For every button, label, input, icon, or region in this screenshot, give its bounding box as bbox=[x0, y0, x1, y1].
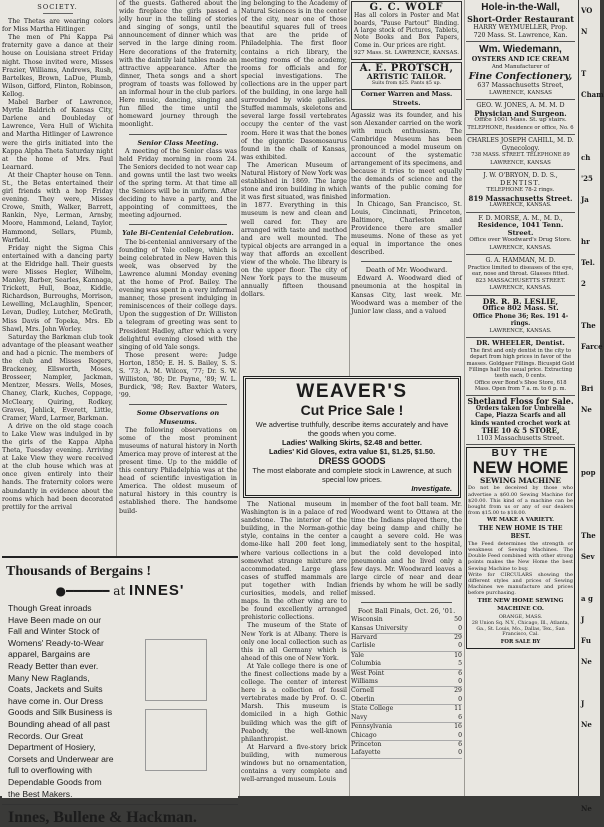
cahill-ad bbox=[466, 135, 575, 170]
society-paragraph: Mabel Barber of Lawrence, Myrtle Baldrich of Kansas City, Darlene and Doubleday of Lawrence, Vera Hull of Wichita and Martha Hitlinger of Lawrence were the girls initiated into the Kappa Alpha Theta Saturday night at the home of Mrs. Paul Learnard. bbox=[2, 99, 113, 171]
newhome-best: THE NEW HOME IS THE BEST. bbox=[478, 524, 563, 540]
wiedemann-city: LAWRENCE, KANSAS bbox=[489, 89, 552, 96]
football-team: Wisconsin bbox=[351, 616, 383, 624]
football-team: Princeton bbox=[351, 740, 382, 748]
column-museums bbox=[241, 0, 347, 372]
society-paragraph: Saturday the Barkman club took advantage of the pleasant weather and had a picnic. The members of the club and Misses Rogers, Brackeney, Ellsworth, Moses, Brosseer, Nampler, Jackman, Mentzer, Messrs. Wells, Moses, Chaney, Clark, Kuches, Coppage, McCleary, Quiring, Rodkey, Graves, Jehlick, Everett, Little, Cramer, Ward, Larmer, Barkman. bbox=[2, 333, 113, 422]
adjacent-page-fragment: The bbox=[581, 321, 596, 330]
weaver-ad bbox=[243, 376, 461, 498]
football-row bbox=[351, 634, 462, 643]
football-score: 0 bbox=[458, 624, 462, 632]
football-row bbox=[351, 678, 462, 687]
column-society bbox=[2, 0, 113, 550]
morse-city: LAWRENCE, KANSAS. bbox=[489, 244, 552, 251]
obryon-name: J. W. O'BRYON, D. D. S., bbox=[483, 172, 558, 179]
newhome-ad bbox=[466, 447, 575, 649]
wheeler-addr: Office over Bond's Shoe Store, 618 Mass. Open from 7 a. m. to 6 p. m. bbox=[474, 379, 567, 393]
wiedemann-ad bbox=[466, 42, 575, 100]
jones-name: GEO. W. JONES, A. M. M. D bbox=[476, 102, 565, 109]
football-team: Lafayette bbox=[351, 749, 381, 757]
football-row bbox=[351, 651, 462, 660]
jones-tel: TELEPHONE, Residence or office, No. 6 bbox=[467, 124, 574, 131]
article-paragraph: Agassiz was its founder, and his son Alexander carried on the work with much enthusiasm. The Cambridge Museum has been pronounced a model museum on account of the systematic arrangement of its specimens, and because it tries to meet equally the demands of science and the wants of the public coming for information. bbox=[351, 111, 462, 200]
adjacent-page-fragment bbox=[581, 105, 600, 126]
adjacent-page-fragment: Sev bbox=[581, 552, 595, 561]
column-ads-news bbox=[351, 0, 462, 372]
football-row bbox=[351, 660, 462, 669]
arrow-left-icon: ●━━━━━━ bbox=[55, 584, 110, 598]
football-heading: Foot Ball Finals, Oct. 26, '01. bbox=[357, 607, 456, 616]
adjacent-page-fragment: hr bbox=[581, 237, 590, 246]
adjacent-page-fragment: The bbox=[581, 531, 596, 540]
weaver-investigate: Investigate. bbox=[411, 484, 452, 493]
tenfive-ad bbox=[466, 396, 575, 446]
article-paragraph: member of the foot ball team. Mr. Woodward went to Ottawa at the time the Indians played there, the day being damp and chilly he caught a severe cold. He was immediately sent to the hospital, but the cold developed into pneumonia and he lived only a few days. Mr. Woodward leaves a large circle of near and dear friends by whom he will be sadly missed. bbox=[351, 501, 462, 598]
football-score: 6 bbox=[458, 713, 462, 721]
protsch-sub: Suits from $25. Pants $5 up. bbox=[371, 81, 442, 87]
cahill-city: LAWRENCE, KANSAS bbox=[490, 159, 551, 166]
wolf-address: 927 Mass. St. bbox=[354, 50, 393, 57]
newhome-forsale: FOR SALE BY bbox=[500, 639, 541, 646]
innes-title: Thousands of Bergains ! bbox=[6, 564, 152, 579]
adjacent-page-fragment bbox=[581, 756, 600, 777]
adjacent-page-fragment: Cham bbox=[581, 90, 604, 99]
article-paragraph: At Yale college there is one of the finest collections made by a college. The center of interest here is a collection of fossil vertebrates made by Prof. O. C. Marsh. This museum is domiciled in a high Gothic building which was the gift of Peabody, the well-known philanthropist. bbox=[241, 662, 347, 743]
newhome-company: THE NEW HOME SEWING MACHINE CO. bbox=[477, 597, 564, 612]
football-team: Cornell bbox=[351, 687, 375, 695]
hamman-text: Practice limited to diseases of the eye, ear, nose and throat. Glasses fitted. bbox=[467, 264, 574, 278]
cahill-addr: 738 MASS. STREET. TELEPHONE 89 bbox=[471, 152, 570, 158]
football-score: 0 bbox=[458, 678, 462, 686]
society-paragraph: The Thetas are wearing colors for Miss Martha Hitlinger. bbox=[2, 18, 113, 34]
newhome-text1: Do not be deceived by those who advertise a $60.00 Sewing Machine for $20.00. This kind of a machine can be bought from us or any of our dealers from $15.00 to $18.00. bbox=[468, 485, 573, 517]
leslie-name: DR. R. B. LESLIE, bbox=[482, 296, 559, 306]
adjacent-page-fragment: N bbox=[581, 27, 588, 36]
newhome-sewing: SEWING MACHINE bbox=[480, 476, 561, 486]
leslie-city: LAWRENCE, KANSAS. bbox=[489, 327, 552, 334]
adjacent-page-fragment bbox=[581, 567, 600, 588]
football-score: 6 bbox=[458, 740, 462, 748]
football-score: 0 bbox=[458, 642, 462, 650]
adjacent-page-fragment: Fu bbox=[581, 636, 591, 645]
article-paragraph: The National museum in Washington is in a palace of red sandstone. The interior of the building, in the Norman-gothic style, contains in the center a dome-like hall 200 feet long, where various collections in a somewhat strange mixture are accommodated. Large glass cases of stuffed mammals are put together with Indian curiosities, models, and relief maps. In the other wing are to be found excellently arranged prehistoric collections. bbox=[241, 501, 347, 622]
article-paragraph: Edward A. Woodward died of pneumonia at the hospital in Kansas City, last week. Mr. Woodward was a member of the Junior law class, and a valued bbox=[351, 275, 462, 315]
wolf-text: Has all colors in Poster and Mat boards, "Pause Partout" Binding. A large stock of Pictures, Tablets, Note Books and Box Papers, Come in. Our prices are right. bbox=[354, 12, 459, 49]
adjacent-page-edge bbox=[579, 0, 604, 813]
football-row bbox=[351, 687, 462, 696]
society-paragraph: At their Chapter house on Tenn. St., the Betas entertained their girl friends with a hop Friday evening. They were, Misses Crowe, Smith, Walker, Barrett, Rankin, Nye, Lerman, Arnsby, Moore, Hammond, Leland, Taylor, Hammond, Sellars, Plumb, Warfield. bbox=[2, 171, 113, 244]
article-paragraph: of the guests. Gathered about the wide fireplace the girls passed a jolly hour in the telling of stories and singing of songs, until the announcement of dinner which was served in the large dining room. Here decorations of the fraternity, with the daintily laid tables made an attractive appearance. After the dinner, Theta songs and a short program of toasts was followed by an informal hour in the club parlors. Here music, dancing, singing and fun filled the time until the homeward journey through the moonlight. bbox=[119, 0, 237, 129]
football-score: 10 bbox=[454, 651, 462, 659]
adjacent-page-fragment bbox=[581, 357, 600, 378]
shetland-text: Orders taken for Umbrella Cape, Piazza Scarfs and all kinds wanted crochet work at bbox=[470, 405, 571, 427]
article-paragraph: The bi-centenial anniversary of the founding of Yale college, which is being celebrated in New Haven this week, was observed by the Lawrence alumni Monday evening at the home of Prof. Bailey. The evening was spent in a very informal manner, those present indulging in reminiscences of their college days. Upon the suggestion of Dr. Williston a telegram of greeting was sent to President Hadley, after which a very delightful evening closed with the singing of old Yale songs. bbox=[119, 238, 237, 351]
football-row bbox=[351, 740, 462, 749]
wiedemann-addr: 637 Massachusetts Street, bbox=[477, 81, 564, 89]
society-paragraph: A drive on the old stage coach to Lake View was indulged in by the girls of the Kappa Alpha Theta, Tuesday evening. Arriving at Lake View they were received at the club house which was at once given entirely into their hands. The fraternity colors were abundantly in evidence about the rooms which had been decorated prettily for the arrival bbox=[2, 422, 113, 511]
football-team: Chicago bbox=[351, 731, 377, 739]
adjacent-page-fragment: J bbox=[581, 615, 585, 624]
football-team: Yale bbox=[351, 651, 364, 659]
hamman-name: G. A. HAMMAN, M. D. bbox=[485, 257, 556, 264]
adjacent-page-fragment: J bbox=[581, 699, 585, 708]
adjacent-page-fragment: Tel. 2 bbox=[581, 258, 595, 288]
hamman-addr: 823 MASSACHUSETTS STREET. bbox=[475, 277, 566, 284]
football-team: Navy bbox=[351, 713, 368, 721]
football-score: 0 bbox=[458, 749, 462, 757]
museums-heading: Some Observations on Museums. bbox=[136, 409, 220, 426]
weaver-text: We advertise truthfully, describe items accurately and have the goods when you come. bbox=[255, 420, 449, 438]
article-paragraph: Those present were: Judge Horton, 1850; E. H. S. Bailey, S. S. S. '73; A. M. Wilcox, '77; Dr. S. W. Williston, '80; Dr. Payne, '89; W. L. Burdick, '98; Rev. Baxter Waters, '99. bbox=[119, 351, 237, 400]
obryon-ad bbox=[466, 170, 575, 213]
article-paragraph: The American Museum of Natural History of New York was established in 1869. The large stone and iron building in which it was first situated, was finished in 1877. Everything in this museum is new and clean and well cared for. They are arranged with taste and method and are well mounted. The typical objects are arranged in a way that affords an excellent view of the whole. The library is on the upper floor. The city of New York pays to the museum annually fifteen thousand dollars. bbox=[241, 161, 347, 299]
adjacent-page-fragment: ch bbox=[581, 153, 591, 162]
adjacent-page-fragment bbox=[581, 504, 600, 525]
tenfive-name: THE 10 & 5 STORE, bbox=[481, 426, 560, 436]
newhome-cities: 28 Union Sq. N.Y., Chicago, Ill., Atlanta, Ga., St. Louis, Mo., Dallas, Tex., San Francisco, Cal. bbox=[471, 620, 570, 638]
column-rule bbox=[464, 0, 465, 796]
adjacent-page-fragment bbox=[581, 735, 600, 756]
football-row bbox=[351, 714, 462, 723]
weaver-dress-goods: DRESS GOODS bbox=[318, 456, 386, 466]
wolf-city: LAWRENCE, KANSAS. bbox=[394, 50, 459, 57]
football-row bbox=[351, 616, 462, 624]
weaver-skirts: Ladies' Walking Skirts, $2.48 and better. bbox=[282, 438, 422, 447]
football-score: 29 bbox=[454, 687, 462, 695]
innes-name: INNES' bbox=[129, 582, 185, 599]
morse-ad bbox=[466, 213, 575, 256]
newhome-orange: ORANGE, MASS. bbox=[498, 613, 543, 620]
adjacent-page-fragment: a g bbox=[581, 594, 593, 603]
football-team: Columbia bbox=[351, 660, 381, 668]
football-row bbox=[351, 625, 462, 634]
football-team: Carlisle bbox=[351, 642, 376, 650]
innes-decoration bbox=[114, 603, 238, 800]
football-team: Harvard bbox=[351, 634, 378, 642]
newhome-title: NEW HOME bbox=[472, 458, 569, 478]
adjacent-page-fragment: Ne bbox=[581, 657, 592, 666]
decorative-frame-icon bbox=[145, 709, 207, 771]
adjacent-page-fragment: Ne bbox=[581, 405, 592, 414]
hole-in-wall-addr: 720 Mass. St. Lawrence, Kan. bbox=[473, 31, 568, 39]
innes-footer: Innes, Bullene & Hackman. bbox=[2, 804, 238, 827]
jones-ad bbox=[466, 100, 575, 135]
adjacent-page-fragment bbox=[581, 777, 600, 798]
article-paragraph: In Chicago, San Francisco, St. Louis, Cincinnati, Princeton, Baltimore, Charleston and Providence there are smaller museums. None of these as yet equal in importance the ones described. bbox=[351, 200, 462, 257]
article-paragraph: The following observations on some of the most prominent museums of natural history in North America may prove of interest at the present time. Up to the middle of this century Philadelphia was at the head of scientific investigation in America. The oldest museum of natural history in this country is established there. The handsome build- bbox=[119, 426, 237, 515]
adjacent-page-fragment: VO bbox=[581, 6, 593, 15]
senior-heading: Senior Class Meeting. bbox=[137, 138, 219, 147]
innes-at: at bbox=[113, 584, 126, 598]
football-score: 11 bbox=[454, 705, 462, 713]
article-paragraph: The museum of the State of New York is at Albany. There is only one local collection such as this in all Germany which is ahead of this one of New York. bbox=[241, 622, 347, 662]
shetland-title: Shetland Floss for Sale. bbox=[467, 395, 574, 406]
newhome-text2: The Feed determines the strength or weakness of Sewing Machines. The Double Feed combined with other strong points makes the New Home the best Sewing Machine to buy. bbox=[468, 540, 573, 572]
hole-in-wall-ad bbox=[466, 0, 575, 42]
adjacent-page-fragment: Farce bbox=[581, 342, 603, 351]
wolf-name: G. C. WOLF bbox=[369, 2, 444, 13]
jones-title: Physician and Surgeon. bbox=[474, 108, 567, 118]
protsch-ad bbox=[351, 62, 462, 109]
football-team: State College bbox=[351, 705, 394, 713]
wheeler-ad bbox=[466, 338, 575, 395]
football-score: 50 bbox=[454, 616, 462, 624]
obryon-title: DENTIST. bbox=[500, 178, 541, 187]
newhome-circulars: Write for CIRCULARS showing the different styles and prices of Sewing Machines we manufacture and prices before purchasing. bbox=[468, 571, 573, 597]
football-score: 0 bbox=[458, 731, 462, 739]
football-team: Kansas University bbox=[351, 624, 408, 632]
society-heading: SOCIETY. bbox=[37, 3, 78, 11]
weaver-gloves: Ladies' Kid Gloves, extra value $1, $1.25, $1.50. bbox=[268, 447, 436, 456]
hamman-city: LAWRENCE, KANSAS. bbox=[489, 285, 552, 292]
jones-office: Office 1001 Mass. St. up stairs. bbox=[474, 117, 567, 123]
adjacent-page-fragment bbox=[581, 441, 600, 462]
adjacent-page-fragment bbox=[581, 420, 600, 441]
football-team: Pennsylvania bbox=[351, 723, 393, 731]
column-museums-continued bbox=[241, 501, 347, 796]
column-events bbox=[119, 0, 237, 552]
football-row bbox=[351, 642, 462, 651]
wiedemann-oysters: OYSTERS AND ICE CREAM bbox=[471, 55, 570, 63]
column-football bbox=[351, 501, 462, 796]
weaver-stock: The most elaborate and complete stock in Lawrence, at such special low prices. bbox=[252, 466, 452, 484]
hole-in-wall-prop: HARRY WEYMUELLER, Prop. bbox=[473, 24, 568, 31]
wiedemann-mfr: And Manufacturer of bbox=[491, 63, 550, 70]
article-paragraph: At Harvard a five-story brick building, with numerous windows but no ornamentation, contains a very complete and well-arranged museum. Louis bbox=[241, 743, 347, 784]
hole-in-wall-title: Hole-in-the-Wall, bbox=[481, 2, 560, 13]
adjacent-page-fragment bbox=[581, 126, 600, 147]
hamman-ad bbox=[466, 255, 575, 296]
wiedemann-name: Wm. Wiedemann, bbox=[479, 44, 562, 55]
adjacent-page-fragment: Ne bbox=[581, 804, 592, 813]
wheeler-text: The first and only dentist in the city to depart from high prices in favor of the masses. Goldgaer Fillings. Bicuspid Gold Fillings half the usual price. Extracting teeth each, 0 cents. bbox=[466, 347, 575, 380]
wheeler-name: DR. WHEELER, Dentist. bbox=[476, 339, 565, 348]
football-table bbox=[351, 616, 462, 759]
adjacent-page-fragment bbox=[581, 210, 600, 231]
decorative-frame-icon bbox=[145, 639, 207, 701]
obryon-addr: 819 Massachusetts Street. bbox=[468, 193, 573, 203]
morse-office: Office over Woodward's Drug Store. bbox=[469, 237, 572, 243]
football-score: 16 bbox=[454, 723, 462, 731]
adjacent-page-fragment: pop bbox=[581, 468, 596, 477]
tenfive-addr: 1103 Massachusetts Street. bbox=[476, 434, 565, 442]
protsch-address: Corner Warren and Mass. Streets. bbox=[352, 89, 461, 106]
article-paragraph: A meeting of the Senior class was held Friday morning in room 24. The Seniors decided to not wear cap and gowns until the last two weeks of the spring term. At that time all the Seniors will be in uniform. After deciding to have a party, and the appointing of committees, the meeting adjourned. bbox=[119, 147, 237, 220]
protsch-title: ARTISTIC TAILOR. bbox=[366, 72, 447, 82]
football-score: 29 bbox=[454, 634, 462, 642]
football-row bbox=[351, 732, 462, 741]
adjacent-page-fragment: T bbox=[581, 69, 587, 78]
football-row bbox=[351, 705, 462, 714]
adjacent-page-fragment bbox=[581, 294, 600, 315]
hole-in-wall-sub: Short-Order Restaurant bbox=[467, 14, 574, 24]
weaver-name: WEAVER'S bbox=[296, 381, 408, 402]
leslie-office: Office 802 Mass. St. bbox=[482, 304, 559, 313]
football-row bbox=[351, 696, 462, 705]
obryon-city: LAWRENCE, KANSAS. bbox=[489, 202, 552, 208]
adjacent-page-fragment bbox=[581, 483, 600, 504]
adjacent-page-fragment: '25 Ja bbox=[581, 174, 593, 204]
cahill-name: CHARLES JOSEPH CAHILL, M. D. bbox=[467, 137, 574, 144]
death-heading: Death of Mr. Woodward. bbox=[365, 266, 448, 275]
yale-heading: Yale Bi-Centenial Celebration. bbox=[122, 229, 234, 238]
morse-name: F. D. MORSE, A. M., M. D., bbox=[478, 214, 563, 222]
cahill-title: Gynecology. bbox=[501, 144, 540, 152]
football-row bbox=[351, 723, 462, 732]
column-rule bbox=[239, 0, 240, 796]
adjacent-page-fragment: Ne bbox=[581, 720, 592, 729]
society-paragraph: The men of Phi Kappa Psi fraternity gave a dance at their house on Louisiana street Friday night. Those invited were, Misses Frazier, Williams, Andrews, Rush, Bartelkes, Brown, LaDue, Plumb, Wilson, Gifford, Flinton, Robinson, Kellog. bbox=[2, 34, 113, 98]
newhome-buythe: BUY THE bbox=[491, 448, 550, 460]
adjacent-page-text bbox=[579, 0, 604, 819]
football-row bbox=[351, 749, 462, 758]
football-team: West Point bbox=[351, 669, 385, 677]
adjacent-page-fragment bbox=[581, 672, 600, 693]
leslie-ad bbox=[466, 296, 575, 339]
football-team: Williams bbox=[351, 678, 378, 686]
column-directory bbox=[466, 0, 575, 796]
wolf-ad bbox=[351, 1, 462, 60]
newhome-variety: WE MAKE A VARIETY. bbox=[486, 517, 554, 524]
football-team: Oberlin bbox=[351, 695, 375, 703]
football-score: 5 bbox=[458, 660, 462, 668]
innes-text: Though Great inroads Have Been made on our Fall and Winter Stock of Womens' Ready-to-Wear apparel, Bargains are Ready Better than ever. Many New Raglands, Coats, Jackets and Suits have come in. Our Dress Goods and Silk Business is Bounding ahead of all past Records. Our Great Department of Hosiery, Corsets and Underwear are full to overflowing with Dependable Goods from the Best Makers. bbox=[8, 603, 114, 799]
article-paragraph: ing belonging to the Academy of Natural Sciences is in the center of the city, near one of those beautiful squares full of trees that are the pride of Philadelphia. The first floor contains a rich library, the meeting rooms of the academy, rooms for officials and for special investigations. The collections are in the upper part of the building, in one large hall surrounded by wide galleries. Stuffed mammals, skeletons and several large fossil vertebrates occupy the center of the vast room. Here it was that the bones of the gigantic Dasomosaurus found in the chalk of Kansas, was exhibited. bbox=[241, 0, 347, 161]
football-score: 0 bbox=[458, 695, 462, 703]
protsch-name: A. E. PROTSCH, bbox=[359, 63, 454, 75]
obryon-tel: TELEPHONE 78-2 rings. bbox=[486, 187, 555, 193]
society-paragraph: Friday night the Sigma Chis entertained with a dancing party at the Eldridge hall. Their guests were Misses Hegler, Wilhelm, Manley, Barber, Searles, Kannaga, Trickett, Hull, Boaz, Kiddle, Richardson, Burroughs, Morrison, Lewelling, McLaughlin, Spencer, Levan, Dudley, Lutcher, McGrath, Miss Davis of Topeka, Mrs. Eb Shawl, Mrs. John Worley. bbox=[2, 244, 113, 333]
innes-ad bbox=[2, 556, 238, 827]
football-score: 6 bbox=[458, 669, 462, 677]
leslie-phone: Office Phone 36; Res. 191 4-rings. bbox=[472, 312, 569, 328]
morse-residence: Residence, 1041 Tenn. Street. bbox=[477, 221, 564, 237]
wiedemann-confect: Fine Confectionery, bbox=[468, 71, 573, 82]
adjacent-page-fragment: Bri bbox=[581, 384, 594, 393]
weaver-title: Cut Price Sale ! bbox=[300, 402, 404, 418]
football-row bbox=[351, 669, 462, 678]
adjacent-page-fragment bbox=[581, 42, 600, 63]
